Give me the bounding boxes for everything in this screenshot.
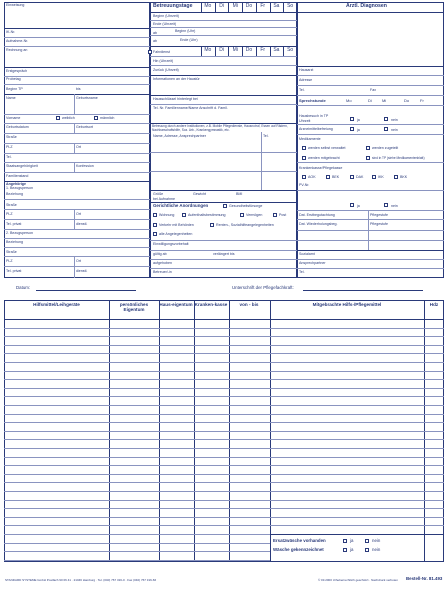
fahrdienst-tag-mi: Mi: [232, 47, 238, 53]
kasse-aok-label: AOK: [308, 175, 316, 179]
geburtsdatum-label: Geburtsdatum: [6, 125, 29, 129]
aufgehoben-label: aufgehoben: [153, 261, 172, 265]
betreuungstag-di: Di: [219, 3, 224, 9]
footer-order-number: Bestell-Nr. 81.493: [406, 576, 443, 581]
kasse-dak-label: DAK: [356, 175, 364, 179]
ende-uhrzeit-label: Ende (Uhrzeit): [153, 22, 177, 26]
sind-in-tp-label: sind in TP (siehe Medikamentenblatt): [372, 156, 425, 160]
hausbesuch-ja-label: ja: [357, 118, 360, 122]
fahrdienst-tag-sa: Sa: [273, 47, 280, 53]
betreuungstag-so: So: [287, 3, 294, 9]
sozialamt-tel-label: Tel.: [299, 270, 305, 274]
table-row-line: [4, 371, 444, 372]
col-hauseigentum-header: Haus-eigentum: [159, 302, 193, 307]
wasche-gekennzeichnet-label: Wäsche gekennzeichnet: [273, 547, 324, 552]
geburtsort-label: Geburtsort: [76, 125, 93, 129]
arzt-fax-label: Fax: [370, 88, 376, 92]
sprechstunde-do: Do: [404, 98, 410, 103]
fahrdienst-tag-fr: Fr: [260, 47, 266, 53]
sprechstunde-fr: Fr: [420, 98, 424, 103]
uhrzeit-label: Uhrzeit: [299, 119, 311, 123]
bei-aufnahme-label: bei Aufnahme: [153, 197, 175, 201]
betreuungstag-mo: Mo: [204, 3, 212, 9]
col-eigentum-header: persönliches Eigentum: [119, 302, 149, 313]
betreuungstage-header: Betreuungstage: [153, 3, 193, 9]
wohnung-label: Wohnung: [159, 213, 175, 217]
vermogen-label: Vermögen: [246, 213, 263, 217]
post-label: Post: [279, 213, 287, 217]
betreuungstag-fr: Fr: [260, 3, 266, 9]
bezugsperson-1-label: 1. Bezugsperson: [6, 186, 33, 190]
wasche-ja-label: ja: [350, 547, 354, 552]
ersatzwasche-ja-checkbox[interactable]: [343, 539, 347, 543]
vermogen-checkbox[interactable]: [240, 213, 244, 217]
fahrdienst-checkbox[interactable]: [148, 50, 152, 54]
table-row-line: [4, 336, 444, 337]
table-row-line: [4, 379, 444, 380]
weiblich-label: weiblich: [62, 116, 75, 120]
table-row-line: [4, 482, 444, 483]
ersatzwasche-label: Ersatzwäsche vorhanden: [273, 538, 326, 543]
table-row-line: [4, 388, 444, 389]
unterschrift-line[interactable]: [303, 290, 423, 291]
verlangert-bis-label: verlängert bis: [213, 252, 235, 256]
table-row-line: [4, 534, 270, 535]
pflegestufe-label-1: Pflegestufe: [370, 213, 388, 217]
mitgebracht-label: werden mitgebracht: [308, 156, 340, 160]
renten-label: Renten-, Sozialhilfeangelegenheiten: [216, 223, 274, 227]
sprechstunde-mo: Mo: [346, 98, 352, 103]
sozialamt-label: Sozialamt: [299, 252, 315, 256]
aufenthalt-checkbox[interactable]: [182, 213, 186, 217]
medikamente-label: Medikamente: [299, 137, 321, 141]
wasche-ja-checkbox[interactable]: [343, 548, 347, 552]
aufenthalt-label: Aufenthaltsbestimmung: [188, 213, 226, 217]
table-row-line: [4, 328, 444, 329]
kasse-bek-label: BEK: [332, 175, 340, 179]
betreuungstag-mi: Mi: [232, 3, 238, 9]
hausarzt-label: Hausarzt: [299, 68, 314, 72]
table-row-line: [4, 457, 444, 458]
ik-nr-label: IK-Nr.: [6, 30, 16, 34]
post-checkbox[interactable]: [273, 213, 277, 217]
ersatzwasche-ja-label: ja: [350, 538, 354, 543]
gewicht-label: Gewicht: [193, 192, 206, 196]
bmi-label: BMI: [236, 192, 243, 196]
col-krankenkasse-header: Kranken-kasse: [194, 302, 228, 307]
datum-line[interactable]: [36, 290, 136, 291]
kasse-bkk-checkbox[interactable]: [394, 175, 398, 179]
datum-label: Datum:: [16, 285, 31, 290]
plz-label: PLZ: [6, 145, 13, 149]
sind-in-tp-checkbox[interactable]: [366, 156, 370, 160]
footer-publisher: STANDARD SYSTEME GmbH Postfach 90 06 41 · 21046 Hamburg · Tel. (040) 767 316-0 · Fax (040) 767 316-66: [5, 578, 157, 582]
zugeteilt-label: werden zugeteilt: [372, 146, 399, 150]
zuruck-uhrzeit-label: Zurück (Uhrzeit): [153, 68, 179, 72]
middle-column-box: [150, 2, 297, 278]
table-row-line: [4, 362, 444, 363]
dienstl-1-label: dienstl.: [76, 222, 88, 226]
sprechstunde-label: Sprechstunde: [299, 98, 326, 103]
col-von-bis-header: von - bis: [239, 302, 259, 307]
table-row-line: [4, 353, 444, 354]
ansprechpartner-label: Ansprechpartner: [299, 261, 326, 265]
selbst-checkbox[interactable]: [302, 146, 306, 150]
pv-nr-label: PV-Nr.: [299, 183, 310, 187]
kasse-aok-checkbox[interactable]: [302, 175, 306, 179]
strasse-label: Straße: [6, 135, 17, 139]
vorname-label: Vorname: [6, 116, 21, 120]
mannlich-label: männlich: [100, 116, 115, 120]
arzneimittel-nein-checkbox[interactable]: [384, 127, 388, 131]
table-row-line: [4, 508, 444, 509]
kasse-bek-checkbox[interactable]: [326, 175, 330, 179]
ort-1-label: Ort: [76, 212, 81, 216]
hausbesuch-nein-label: nein: [391, 118, 398, 122]
footer-copyright: © 03.2000 Urheberrechtlich geschützt · Nachdruck verboten: [318, 578, 398, 582]
betreuer-label: Betreuer/-in: [153, 270, 172, 274]
kasse-bkk-label: BKK: [400, 175, 408, 179]
table-row-line: [4, 551, 270, 552]
selbst-label: werden selbst verwaltet: [308, 146, 346, 150]
table-row-line: [4, 491, 444, 492]
bezugsperson-2-label: 2. Bezugsperson: [6, 231, 33, 235]
table-row-line: [4, 431, 444, 432]
beziehung-2-label: Beziehung: [6, 240, 23, 244]
hin-uhrzeit-label: Hin (Uhrzeit): [153, 59, 174, 63]
table-row-line: [4, 543, 270, 544]
wohnung-checkbox[interactable]: [153, 213, 157, 217]
hausbesuch-ja-checkbox[interactable]: [350, 117, 354, 121]
tel-label: Tel.: [6, 155, 12, 159]
ersatzwasche-nein-label: nein: [372, 538, 381, 543]
ort-label: Ort: [76, 145, 81, 149]
strasse-2-label: Straße: [6, 250, 17, 254]
table-row-line: [4, 414, 444, 415]
gesundheitsfursorge-checkbox[interactable]: [223, 204, 227, 208]
table-row-line: [4, 448, 444, 449]
bis-label: bis: [76, 87, 81, 91]
table-row-line: [4, 474, 444, 475]
geburtsname-label: Geburtsname: [76, 96, 98, 100]
left-column-box: [4, 2, 150, 278]
pflegestufe-label-2: Pflegestufe: [370, 222, 388, 226]
ab-label-1: ab: [153, 31, 157, 35]
betreuung-durch-label: Betreuung durch andere Institutionen, z.B. Mobile Pflegedienste, Hausnotruf, Essen auf Rädern, Nachbarschaftshilfe, Soz. Arb., Krankengymnastik, etc.: [152, 124, 288, 132]
betreuungstag-do: Do: [245, 3, 253, 9]
info-haustur-label: Informationen an der Haustür: [153, 77, 200, 81]
middle-tel-label: Tel.: [263, 134, 269, 138]
einwilligung-label: Einwilligungsvorbehalt: [153, 242, 189, 246]
fahrdienst-tag-di: Di: [219, 47, 224, 53]
fahrdienst-tag-mo: Mo: [204, 47, 212, 53]
mitgebracht-checkbox[interactable]: [302, 156, 306, 160]
konfession-label: Konfession: [76, 164, 94, 168]
table-row-line: [4, 439, 444, 440]
krankenkasse-label: Krankenkasse/Pflegekasse: [299, 166, 343, 170]
adresse-label: Adresse: [299, 78, 313, 82]
beziehung-1-label: Beziehung: [6, 192, 23, 196]
kasse-ikk-label: IKK: [378, 175, 384, 179]
arztl-diagnosen-header: Ärztl. Diagnosen: [346, 3, 387, 9]
table-row-line: [4, 465, 444, 466]
strasse-1-label: Straße: [6, 203, 17, 207]
name-label: Name: [6, 96, 16, 100]
beginn-uhr-label: Beginn (Uhr): [175, 29, 196, 33]
ort-2-label: Ort: [76, 259, 81, 263]
pflege-nein-checkbox[interactable]: [384, 203, 388, 207]
tel-privat-2-label: Tel. privat: [6, 269, 22, 273]
pflege-ja-checkbox[interactable]: [350, 203, 354, 207]
arzneimittel-label: Arzneimittelbefreiung: [299, 127, 333, 131]
erstgesprach-label: Erstgespräch: [6, 69, 28, 73]
staatsangehorigkeit-label: Staatsangehörigkeit: [6, 164, 38, 168]
gesundheitsfursorge-label: Gesundheitsfürsorge: [229, 204, 263, 208]
dienstl-2-label: dienstl.: [76, 269, 88, 273]
col-mitgebrachte-header: Mitgebrachte Hilfs-/Pflegemittel: [312, 302, 382, 307]
tel-familie-label: Tel. Nr. Familienname/Name Anschrift d. Famil.: [153, 106, 228, 110]
zugeteilt-checkbox[interactable]: [366, 146, 370, 150]
arzneimittel-ja-checkbox[interactable]: [350, 127, 354, 131]
pflege-nein-label: nein: [391, 204, 398, 208]
wasche-nein-checkbox[interactable]: [365, 548, 369, 552]
table-row-line: [4, 345, 444, 346]
angehorige-label: Angehörige: [6, 182, 26, 186]
pflege-ja-label: ja: [357, 204, 360, 208]
grosse-label: Größe: [153, 192, 164, 196]
table-row-line: [4, 396, 444, 397]
gerichtliche-header: Gerichtliche Anordnungen: [153, 203, 209, 208]
alle-checkbox[interactable]: [153, 232, 157, 236]
sprechstunde-mi: Mi: [382, 98, 387, 103]
renten-checkbox[interactable]: [210, 223, 214, 227]
einweisung-label: Einweisung: [6, 3, 25, 7]
plz-1-label: PLZ: [6, 212, 13, 216]
col-hilfsmittel-header: Hilfsmittel/Leihgeräte: [33, 302, 80, 307]
weiblich-checkbox[interactable]: [56, 116, 60, 120]
alle-label: alle Angelegenheiten: [159, 232, 193, 236]
probetag-label: Probetag: [6, 77, 21, 81]
arzneimittel-nein-label: nein: [391, 128, 398, 132]
table-row-line: [4, 422, 444, 423]
aufnahme-nr-label: Aufnahme-Nr.: [6, 39, 29, 43]
dat-wiederholung-label: Dat. Wiederholungsbeg.: [299, 222, 338, 226]
betreuungstag-sa: Sa: [273, 3, 280, 9]
fahrdienst-label: Fahrdienst: [153, 50, 170, 54]
ende-uhr-label: Ende (Uhr): [180, 38, 198, 42]
table-row-line: [4, 560, 270, 561]
wasche-nein-label: nein: [372, 547, 381, 552]
arzneimittel-ja-label: ja: [357, 128, 360, 132]
tel-privat-1-label: Tel. privat: [6, 222, 22, 226]
hausbesuch-label: Hausbesuch in TP: [299, 114, 329, 118]
kasse-ikk-checkbox[interactable]: [372, 175, 376, 179]
table-row-line: [4, 517, 444, 518]
beginn-uhrzeit-label: Beginn (Uhrzeit): [153, 14, 179, 18]
name-adresse-label: Name, Adresse, Ansprechpartner: [153, 134, 206, 138]
hausbesuch-nein-checkbox[interactable]: [384, 117, 388, 121]
rechnung-an-label: Rechnung an: [6, 48, 28, 52]
table-row-line: [4, 405, 444, 406]
familienstand-label: Familienstand: [6, 174, 29, 178]
dat-erstbegutachtung-label: Dat. Erstbegutachtung: [299, 213, 335, 217]
fahrdienst-tag-do: Do: [245, 47, 253, 53]
verkehr-checkbox[interactable]: [153, 223, 157, 227]
sprechstunde-di: Di: [368, 98, 372, 103]
plz-2-label: PLZ: [6, 259, 13, 263]
ab-label-2: ab: [153, 39, 157, 43]
ersatzwasche-nein-checkbox[interactable]: [365, 539, 369, 543]
unterschrift-label: Unterschrift der Pflegefachkraft:: [232, 285, 294, 290]
kasse-dak-checkbox[interactable]: [350, 175, 354, 179]
table-row-line: [4, 525, 444, 526]
arzt-tel-label: Tel.: [299, 88, 305, 92]
beginn-tp-label: Beginn TP: [6, 87, 23, 91]
fahrdienst-tag-so: So: [287, 47, 294, 53]
hausschlussel-label: Hausschlüssel hinterlegt bei: [153, 97, 198, 101]
table-row-line: [4, 500, 444, 501]
gultig-ab-label: gültig ab: [153, 252, 167, 256]
mannlich-checkbox[interactable]: [94, 116, 98, 120]
col-hdz-header: Hdz: [429, 302, 439, 307]
verkehr-label: Verkehr mit Behörden: [159, 223, 194, 227]
